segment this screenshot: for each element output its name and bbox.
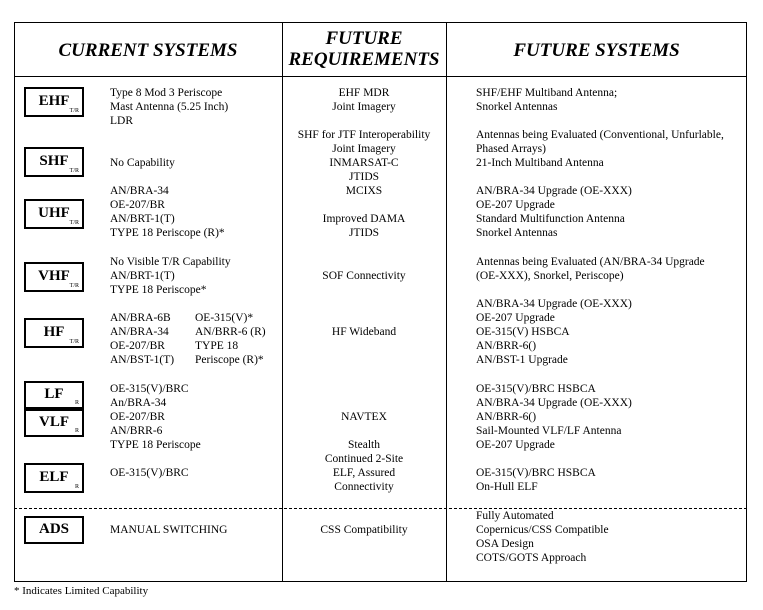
column-divider-2 <box>446 22 447 582</box>
footnote: * Indicates Limited Capability <box>14 585 149 597</box>
band-label: UHF <box>38 205 70 221</box>
current-item: AN/BST-1(T) <box>110 354 175 366</box>
band-uhf <box>24 199 84 229</box>
band-ads <box>24 516 84 544</box>
band-label: EHF <box>38 93 70 109</box>
future-item: OE-315(V)/BRC HSBCA <box>476 467 596 479</box>
current-item: TYPE 18 Periscope* <box>110 284 207 296</box>
band-hf <box>24 318 84 348</box>
band-sub: R <box>74 428 79 434</box>
future-item: AN/BST-1 Upgrade <box>476 354 568 366</box>
current-item: TYPE 18 Periscope <box>110 439 201 451</box>
future-item: Antennas being Evaluated (Conventional, Unfurlable, <box>476 129 724 141</box>
future-item: Copernicus/CSS Compatible <box>476 524 609 536</box>
current-item: AN/BRR-6 <box>110 425 163 437</box>
future-item: OE-315(V)/BRC HSBCA <box>476 383 596 395</box>
requirement-item: Joint Imagery <box>332 143 396 155</box>
future-item: OE-207 Upgrade <box>476 439 555 451</box>
header-future-systems: FUTURE SYSTEMS <box>513 40 680 61</box>
future-item: COTS/GOTS Approach <box>476 552 587 564</box>
band-label: ELF <box>39 469 69 485</box>
requirement-item: CSS Compatibility <box>320 524 408 536</box>
band-sub: T/R <box>69 168 79 174</box>
future-item: OSA Design <box>476 538 534 550</box>
future-item: Sail-Mounted VLF/LF Antenna <box>476 425 622 437</box>
header-future-requirements: FUTURE REQUIREMENTS <box>288 28 440 70</box>
current-item: OE-315(V)/BRC <box>110 467 189 479</box>
band-label: SHF <box>39 153 69 169</box>
future-item: Fully Automated <box>476 510 554 522</box>
requirement-item: ELF, Assured <box>332 467 396 479</box>
current-item: An/BRA-34 <box>110 397 167 409</box>
band-vhf <box>24 262 84 292</box>
current-item: AN/BRA-34 <box>110 326 169 338</box>
band-label: VHF <box>38 268 70 284</box>
future-item: Snorkel Antennas <box>476 227 558 239</box>
future-item: AN/BRA-34 Upgrade (OE-XXX) <box>476 298 632 310</box>
requirement-item: SHF for JTF Interoperability <box>297 129 431 141</box>
band-elf <box>24 463 84 493</box>
current-item: MANUAL SWITCHING <box>110 524 228 536</box>
band-vlf <box>24 409 84 437</box>
future-item: SHF/EHF Multiband Antenna; <box>476 87 618 99</box>
current-item: Type 8 Mod 3 Periscope <box>110 87 223 99</box>
current-item: OE-207/BR <box>110 199 165 211</box>
current-item: AN/BRT-1(T) <box>110 213 175 225</box>
band-label: ADS <box>38 521 69 537</box>
band-lf <box>24 381 84 409</box>
future-item: Antennas being Evaluated (AN/BRA-34 Upgrade <box>476 256 705 268</box>
requirement-item: INMARSAT-C <box>329 157 399 169</box>
requirement-item: SOF Connectivity <box>322 270 406 282</box>
requirement-item: JTIDS <box>348 227 380 239</box>
current-item: AN/BRT-1(T) <box>110 270 175 282</box>
current-item: TYPE 18 <box>195 340 239 352</box>
future-item: AN/BRR-6() <box>476 411 537 423</box>
band-label: HF <box>43 324 65 340</box>
future-item: (OE-XXX), Snorkel, Periscope) <box>476 270 624 282</box>
current-item: AN/BRA-34 <box>110 185 169 197</box>
band-sub: T/R <box>69 339 79 345</box>
requirement-item: JTIDS <box>348 171 380 183</box>
current-item: OE-315(V)/BRC <box>110 383 189 395</box>
future-item: 21-Inch Multiband Antenna <box>476 157 604 169</box>
band-sub: R <box>74 484 79 490</box>
current-item: No Capability <box>110 157 175 169</box>
current-item: OE-207/BR <box>110 411 165 423</box>
band-sub: T/R <box>69 220 79 226</box>
current-item: AN/BRA-6B <box>110 312 171 324</box>
requirement-item: Stealth <box>348 439 380 451</box>
current-item: AN/BRR-6 (R) <box>195 326 266 338</box>
ads-divider <box>14 508 747 509</box>
future-item: Phased Arrays) <box>476 143 546 155</box>
header-divider <box>14 76 747 77</box>
future-item: OE-207 Upgrade <box>476 199 555 211</box>
current-item: Periscope (R)* <box>195 354 264 366</box>
requirement-item: EHF MDR <box>338 87 390 99</box>
requirement-item: Continued 2-Site <box>324 453 404 465</box>
current-item: OE-315(V)* <box>195 312 254 324</box>
band-sub: T/R <box>69 108 79 114</box>
future-item: AN/BRR-6() <box>476 340 537 352</box>
requirement-item: Joint Imagery <box>332 101 396 113</box>
requirement-item: Connectivity <box>334 481 394 493</box>
future-item: AN/BRA-34 Upgrade (OE-XXX) <box>476 185 632 197</box>
current-item: OE-207/BR <box>110 340 165 352</box>
future-item: OE-315(V) HSBCA <box>476 326 570 338</box>
band-sub: R <box>74 400 79 406</box>
band-ehf <box>24 87 84 117</box>
future-item: Standard Multifunction Antenna <box>476 213 625 225</box>
band-label: VLF <box>39 414 69 430</box>
current-item: LDR <box>110 115 133 127</box>
current-item: Mast Antenna (5.25 Inch) <box>110 101 229 113</box>
requirement-item: MCIXS <box>345 185 383 197</box>
future-item: On-Hull ELF <box>476 481 538 493</box>
requirement-item: Improved DAMA <box>322 213 406 225</box>
future-item: Snorkel Antennas <box>476 101 558 113</box>
current-item: No Visible T/R Capability <box>110 256 231 268</box>
band-sub: T/R <box>69 283 79 289</box>
band-shf <box>24 147 84 177</box>
future-item: AN/BRA-34 Upgrade (OE-XXX) <box>476 397 632 409</box>
future-item: OE-207 Upgrade <box>476 312 555 324</box>
header-current-systems: CURRENT SYSTEMS <box>58 40 238 61</box>
band-label: LF <box>44 386 64 402</box>
requirement-item: NAVTEX <box>341 411 387 423</box>
requirement-item: HF Wideband <box>331 326 397 338</box>
current-item: TYPE 18 Periscope (R)* <box>110 227 225 239</box>
